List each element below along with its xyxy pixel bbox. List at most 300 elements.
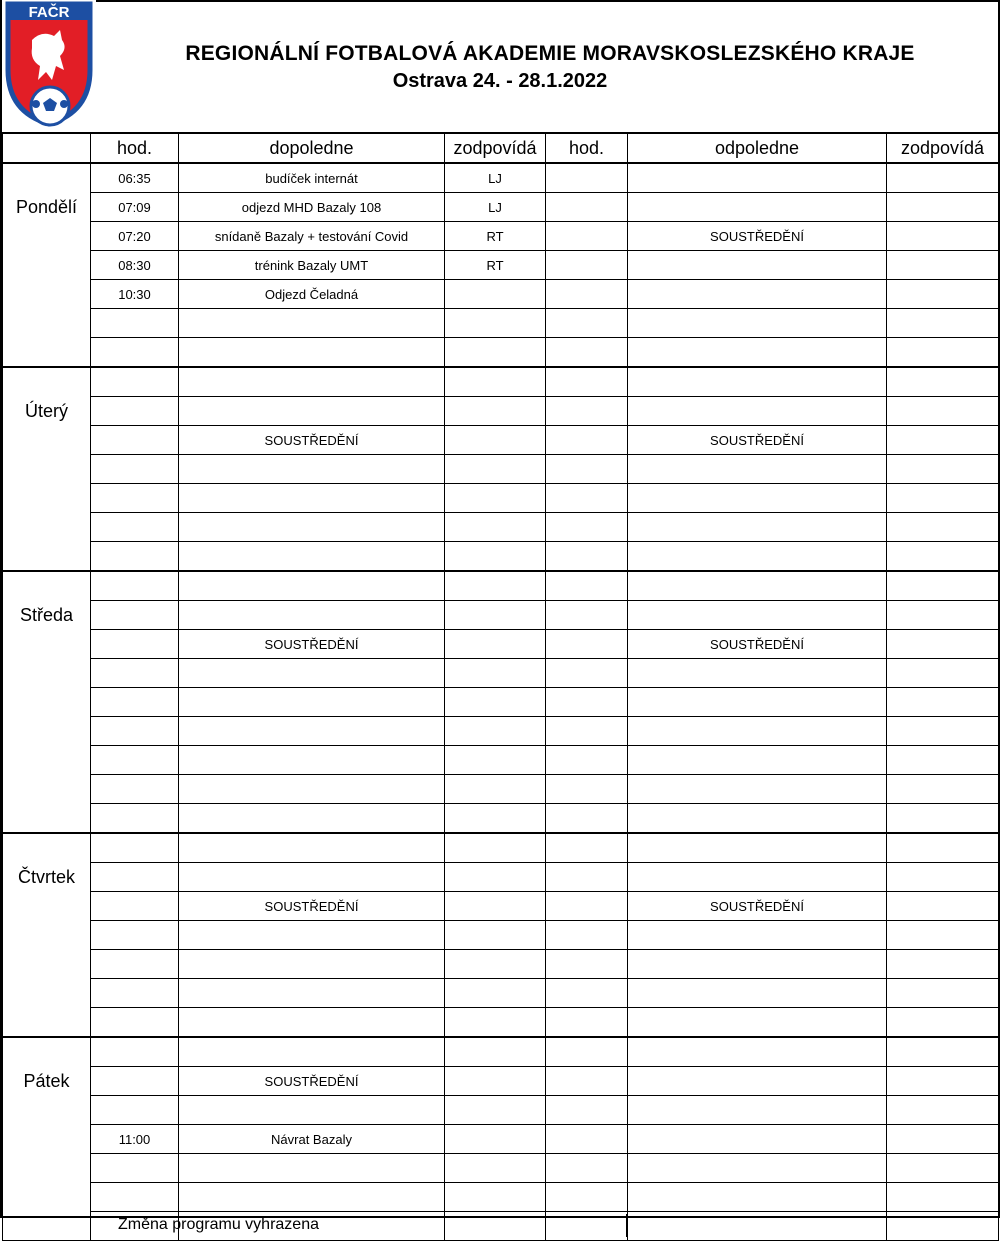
cell-morning — [179, 367, 445, 397]
cell-responsible-pm — [887, 688, 999, 717]
cell-afternoon: SOUSTŘEDĚNÍ — [628, 426, 887, 455]
cell-afternoon — [628, 280, 887, 309]
cell-morning: Odjezd Čeladná — [179, 280, 445, 309]
cell-hour-am — [91, 717, 179, 746]
cell-afternoon — [628, 397, 887, 426]
cell-hour-pm — [546, 1183, 628, 1212]
cell-hour-pm — [546, 1008, 628, 1038]
cell-morning — [179, 571, 445, 601]
day-cell — [3, 163, 91, 193]
cell-hour-am — [91, 746, 179, 775]
cell-morning — [179, 1096, 445, 1125]
cell-hour-am: 07:09 — [91, 193, 179, 222]
cell-responsible-am — [445, 601, 546, 630]
day-cell — [3, 746, 91, 775]
cell-responsible-am: RT — [445, 251, 546, 280]
cell-hour-pm — [546, 222, 628, 251]
day-cell — [3, 571, 91, 601]
cell-morning — [179, 513, 445, 542]
cell-afternoon — [628, 1096, 887, 1125]
cell-afternoon — [628, 193, 887, 222]
col-header-morning: dopoledne — [179, 133, 445, 163]
header — [0, 0, 996, 130]
schedule-table — [2, 132, 999, 1241]
cell-afternoon — [628, 688, 887, 717]
cell-responsible-pm — [887, 1183, 999, 1212]
cell-morning — [179, 338, 445, 368]
col-header-hour-pm: hod. — [546, 133, 628, 163]
cell-hour-am — [91, 397, 179, 426]
cell-responsible-am — [445, 921, 546, 950]
cell-hour-am — [91, 921, 179, 950]
cell-morning — [179, 833, 445, 863]
cell-responsible-pm — [887, 542, 999, 572]
cell-morning — [179, 979, 445, 1008]
cell-hour-pm — [546, 688, 628, 717]
cell-responsible-pm — [887, 892, 999, 921]
table-row — [3, 775, 999, 804]
cell-responsible-pm — [887, 630, 999, 659]
cell-responsible-pm — [887, 513, 999, 542]
day-cell — [3, 921, 91, 950]
cell-hour-pm — [546, 921, 628, 950]
cell-hour-pm — [546, 659, 628, 688]
table-row — [3, 542, 999, 572]
cell-morning — [179, 309, 445, 338]
cell-responsible-am — [445, 892, 546, 921]
cell-responsible-am — [445, 455, 546, 484]
facr-logo — [2, 0, 96, 130]
cell-hour-am — [91, 775, 179, 804]
cell-afternoon: SOUSTŘEDĚNÍ — [628, 630, 887, 659]
cell-afternoon — [628, 979, 887, 1008]
cell-afternoon — [628, 513, 887, 542]
cell-morning — [179, 717, 445, 746]
table-row — [3, 163, 999, 193]
table-row — [3, 804, 999, 834]
cell-hour-pm — [546, 804, 628, 834]
cell-afternoon — [628, 309, 887, 338]
page-subtitle: Ostrava 24. - 28.1.2022 — [392, 70, 608, 92]
day-cell — [3, 1125, 91, 1154]
cell-responsible-am — [445, 1096, 546, 1125]
cell-responsible-am — [445, 513, 546, 542]
day-label: Pondělí — [3, 193, 91, 222]
cell-afternoon — [628, 659, 887, 688]
cell-responsible-am — [445, 1183, 546, 1212]
cell-afternoon — [628, 950, 887, 979]
cell-responsible-am — [445, 863, 546, 892]
cell-afternoon — [628, 804, 887, 834]
cell-responsible-am — [445, 1067, 546, 1096]
cell-responsible-am — [445, 950, 546, 979]
day-cell — [3, 833, 91, 863]
day-cell — [3, 455, 91, 484]
cell-hour-am — [91, 892, 179, 921]
table-row — [3, 455, 999, 484]
cell-hour-pm — [546, 775, 628, 804]
table-row — [3, 1125, 999, 1154]
table-row — [3, 367, 999, 397]
cell-hour-am — [91, 367, 179, 397]
table-row — [3, 1067, 999, 1096]
cell-responsible-am — [445, 746, 546, 775]
day-label: Pátek — [3, 1067, 91, 1096]
day-cell — [3, 1183, 91, 1212]
cell-afternoon — [628, 863, 887, 892]
table-row — [3, 746, 999, 775]
cell-responsible-am: RT — [445, 222, 546, 251]
table-row — [3, 717, 999, 746]
day-cell — [3, 804, 91, 834]
col-header-responsible-pm: zodpovídá — [887, 133, 999, 163]
cell-responsible-pm — [887, 163, 999, 193]
cell-afternoon — [628, 1183, 887, 1212]
table-row — [3, 979, 999, 1008]
cell-afternoon — [628, 163, 887, 193]
cell-hour-am: 10:30 — [91, 280, 179, 309]
cell-morning: SOUSTŘEDĚNÍ — [179, 630, 445, 659]
cell-responsible-am — [445, 309, 546, 338]
cell-responsible-pm — [887, 1037, 999, 1067]
cell-afternoon — [628, 601, 887, 630]
cell-responsible-am — [445, 804, 546, 834]
table-row — [3, 1096, 999, 1125]
cell-hour-pm — [546, 455, 628, 484]
cell-hour-am — [91, 601, 179, 630]
cell-afternoon — [628, 1037, 887, 1067]
day-cell — [3, 1212, 91, 1241]
col-header-afternoon: odpoledne — [628, 133, 887, 163]
cell-responsible-pm — [887, 1067, 999, 1096]
col-header-day — [3, 133, 91, 163]
cell-responsible-am — [445, 1125, 546, 1154]
day-cell — [3, 542, 91, 572]
cell-hour-pm — [546, 397, 628, 426]
cell-hour-am — [91, 1154, 179, 1183]
cell-hour-am — [91, 804, 179, 834]
cell-morning: snídaně Bazaly + testování Covid — [179, 222, 445, 251]
cell-responsible-pm — [887, 193, 999, 222]
page-title: REGIONÁLNÍ FOTBALOVÁ AKADEMIE MORAVSKOSLEZSKÉHO KRAJE — [185, 42, 915, 65]
cell-afternoon: SOUSTŘEDĚNÍ — [628, 892, 887, 921]
cell-responsible-pm — [887, 804, 999, 834]
day-cell — [3, 513, 91, 542]
cell-afternoon — [628, 1212, 887, 1241]
cell-responsible-am — [445, 979, 546, 1008]
cell-afternoon — [628, 251, 887, 280]
cell-hour-am — [91, 513, 179, 542]
cell-hour-pm — [546, 1154, 628, 1183]
table-row — [3, 892, 999, 921]
cell-hour-am — [91, 1008, 179, 1038]
cell-afternoon — [628, 542, 887, 572]
cell-responsible-pm — [887, 1154, 999, 1183]
table-row — [3, 659, 999, 688]
day-label: Středa — [3, 601, 91, 630]
cell-afternoon: SOUSTŘEDĚNÍ — [628, 222, 887, 251]
table-row — [3, 1154, 999, 1183]
cell-hour-pm — [546, 1096, 628, 1125]
table-row — [3, 222, 999, 251]
cell-morning — [179, 775, 445, 804]
cell-afternoon — [628, 833, 887, 863]
cell-responsible-am — [445, 833, 546, 863]
cell-responsible-pm — [887, 921, 999, 950]
cell-responsible-pm — [887, 950, 999, 979]
cell-responsible-pm — [887, 397, 999, 426]
cell-hour-am — [91, 630, 179, 659]
cell-morning: SOUSTŘEDĚNÍ — [179, 892, 445, 921]
cell-hour-pm — [546, 426, 628, 455]
table-row — [3, 833, 999, 863]
cell-responsible-pm — [887, 367, 999, 397]
cell-responsible-pm — [887, 222, 999, 251]
cell-morning — [179, 1037, 445, 1067]
table-row — [3, 950, 999, 979]
cell-hour-am — [91, 426, 179, 455]
table-row — [3, 397, 999, 426]
cell-hour-pm — [546, 163, 628, 193]
cell-responsible-am — [445, 717, 546, 746]
cell-hour-pm — [546, 1037, 628, 1067]
cell-responsible-pm — [887, 309, 999, 338]
table-row — [3, 426, 999, 455]
cell-responsible-am — [445, 1212, 546, 1241]
cell-hour-am: 11:00 — [91, 1125, 179, 1154]
cell-morning — [179, 542, 445, 572]
cell-morning — [179, 950, 445, 979]
table-row — [3, 251, 999, 280]
cell-afternoon — [628, 367, 887, 397]
cell-afternoon — [628, 1067, 887, 1096]
footer-divider — [626, 1214, 627, 1237]
cell-hour-am — [91, 659, 179, 688]
cell-responsible-pm — [887, 338, 999, 368]
cell-morning: budíček internát — [179, 163, 445, 193]
day-cell — [3, 950, 91, 979]
cell-hour-am — [91, 338, 179, 368]
cell-hour-am — [91, 571, 179, 601]
cell-morning — [179, 484, 445, 513]
cell-responsible-am — [445, 280, 546, 309]
cell-responsible-pm — [887, 979, 999, 1008]
cell-afternoon — [628, 484, 887, 513]
cell-afternoon — [628, 717, 887, 746]
cell-responsible-am — [445, 1154, 546, 1183]
cell-hour-am — [91, 833, 179, 863]
table-row — [3, 921, 999, 950]
table-row — [3, 484, 999, 513]
day-cell — [3, 1008, 91, 1038]
day-cell — [3, 717, 91, 746]
cell-morning — [179, 804, 445, 834]
cell-hour-pm — [546, 717, 628, 746]
day-cell — [3, 309, 91, 338]
day-cell — [3, 979, 91, 1008]
cell-hour-am — [91, 688, 179, 717]
cell-morning — [179, 601, 445, 630]
cell-responsible-pm — [887, 455, 999, 484]
cell-afternoon — [628, 746, 887, 775]
day-cell — [3, 280, 91, 309]
cell-morning — [179, 397, 445, 426]
cell-hour-pm — [546, 833, 628, 863]
cell-morning — [179, 1008, 445, 1038]
day-cell — [3, 659, 91, 688]
cell-responsible-am: LJ — [445, 163, 546, 193]
cell-hour-pm — [546, 367, 628, 397]
table-row — [3, 630, 999, 659]
day-label: Úterý — [3, 397, 91, 426]
cell-hour-am — [91, 309, 179, 338]
col-header-responsible-am: zodpovídá — [445, 133, 546, 163]
cell-afternoon — [628, 1008, 887, 1038]
cell-responsible-pm — [887, 833, 999, 863]
cell-responsible-am — [445, 338, 546, 368]
cell-hour-pm — [546, 979, 628, 1008]
cell-responsible-pm — [887, 280, 999, 309]
footer-divider — [444, 1214, 445, 1237]
cell-responsible-am — [445, 397, 546, 426]
col-header-hour-am: hod. — [91, 133, 179, 163]
cell-responsible-pm — [887, 746, 999, 775]
cell-hour-am — [91, 979, 179, 1008]
cell-responsible-pm — [887, 601, 999, 630]
cell-responsible-am — [445, 571, 546, 601]
cell-hour-pm — [546, 863, 628, 892]
cell-afternoon — [628, 1154, 887, 1183]
table-row — [3, 280, 999, 309]
cell-responsible-pm — [887, 571, 999, 601]
day-cell — [3, 1096, 91, 1125]
cell-responsible-pm — [887, 426, 999, 455]
cell-hour-pm — [546, 193, 628, 222]
cell-hour-pm — [546, 280, 628, 309]
cell-afternoon — [628, 455, 887, 484]
day-cell — [3, 1037, 91, 1067]
table-row — [3, 571, 999, 601]
cell-hour-am — [91, 1067, 179, 1096]
cell-morning — [179, 1154, 445, 1183]
cell-hour-am — [91, 863, 179, 892]
cell-responsible-am — [445, 1008, 546, 1038]
day-cell — [3, 251, 91, 280]
cell-hour-pm — [546, 1212, 628, 1241]
cell-hour-am: 06:35 — [91, 163, 179, 193]
cell-responsible-pm — [887, 775, 999, 804]
cell-responsible-pm — [887, 1125, 999, 1154]
cell-morning — [179, 455, 445, 484]
cell-hour-am — [91, 1096, 179, 1125]
table-row — [3, 863, 999, 892]
cell-hour-pm — [546, 601, 628, 630]
cell-hour-pm — [546, 484, 628, 513]
day-cell — [3, 484, 91, 513]
day-cell — [3, 338, 91, 368]
table-row — [3, 1008, 999, 1038]
cell-morning: SOUSTŘEDĚNÍ — [179, 1067, 445, 1096]
cell-morning: trénink Bazaly UMT — [179, 251, 445, 280]
cell-hour-pm — [546, 892, 628, 921]
cell-hour-pm — [546, 950, 628, 979]
cell-hour-pm — [546, 542, 628, 572]
cell-responsible-pm — [887, 484, 999, 513]
day-cell — [3, 688, 91, 717]
cell-responsible-pm — [887, 863, 999, 892]
day-cell — [3, 892, 91, 921]
table-row — [3, 601, 999, 630]
cell-morning: Návrat Bazaly — [179, 1125, 445, 1154]
cell-morning — [179, 746, 445, 775]
cell-afternoon — [628, 921, 887, 950]
table-row — [3, 688, 999, 717]
cell-morning — [179, 921, 445, 950]
cell-responsible-pm — [887, 1096, 999, 1125]
cell-responsible-pm — [887, 659, 999, 688]
cell-hour-am: 07:20 — [91, 222, 179, 251]
cell-hour-pm — [546, 1067, 628, 1096]
cell-hour-am — [91, 455, 179, 484]
cell-responsible-am — [445, 367, 546, 397]
cell-afternoon — [628, 775, 887, 804]
cell-morning — [179, 688, 445, 717]
cell-morning — [179, 659, 445, 688]
cell-responsible-am — [445, 426, 546, 455]
cell-responsible-am — [445, 542, 546, 572]
cell-hour-pm — [546, 309, 628, 338]
table-row — [3, 193, 999, 222]
day-cell — [3, 775, 91, 804]
cell-responsible-am — [445, 659, 546, 688]
day-label: Čtvrtek — [3, 863, 91, 892]
table-row — [3, 1037, 999, 1067]
table-row — [3, 1183, 999, 1212]
cell-hour-am: 08:30 — [91, 251, 179, 280]
cell-morning — [179, 1183, 445, 1212]
footer-note: Změna programu vyhrazena — [118, 1216, 319, 1233]
cell-hour-am — [91, 950, 179, 979]
cell-morning: SOUSTŘEDĚNÍ — [179, 426, 445, 455]
day-cell — [3, 630, 91, 659]
cell-afternoon — [628, 571, 887, 601]
cell-hour-pm — [546, 251, 628, 280]
cell-hour-pm — [546, 571, 628, 601]
cell-responsible-am — [445, 630, 546, 659]
day-cell — [3, 222, 91, 251]
cell-responsible-am — [445, 688, 546, 717]
cell-hour-am — [91, 542, 179, 572]
cell-hour-am — [91, 484, 179, 513]
cell-responsible-pm — [887, 1212, 999, 1241]
table-row — [3, 309, 999, 338]
cell-hour-pm — [546, 338, 628, 368]
day-cell — [3, 367, 91, 397]
day-cell — [3, 426, 91, 455]
cell-afternoon — [628, 338, 887, 368]
cell-responsible-pm — [887, 717, 999, 746]
cell-afternoon — [628, 1125, 887, 1154]
table-header-row — [3, 133, 999, 163]
table-row — [3, 338, 999, 368]
logo-text: FAČR — [28, 4, 70, 21]
table-row — [3, 513, 999, 542]
cell-hour-pm — [546, 513, 628, 542]
cell-responsible-pm — [887, 1008, 999, 1038]
cell-morning — [179, 863, 445, 892]
cell-morning: odjezd MHD Bazaly 108 — [179, 193, 445, 222]
cell-hour-pm — [546, 1125, 628, 1154]
